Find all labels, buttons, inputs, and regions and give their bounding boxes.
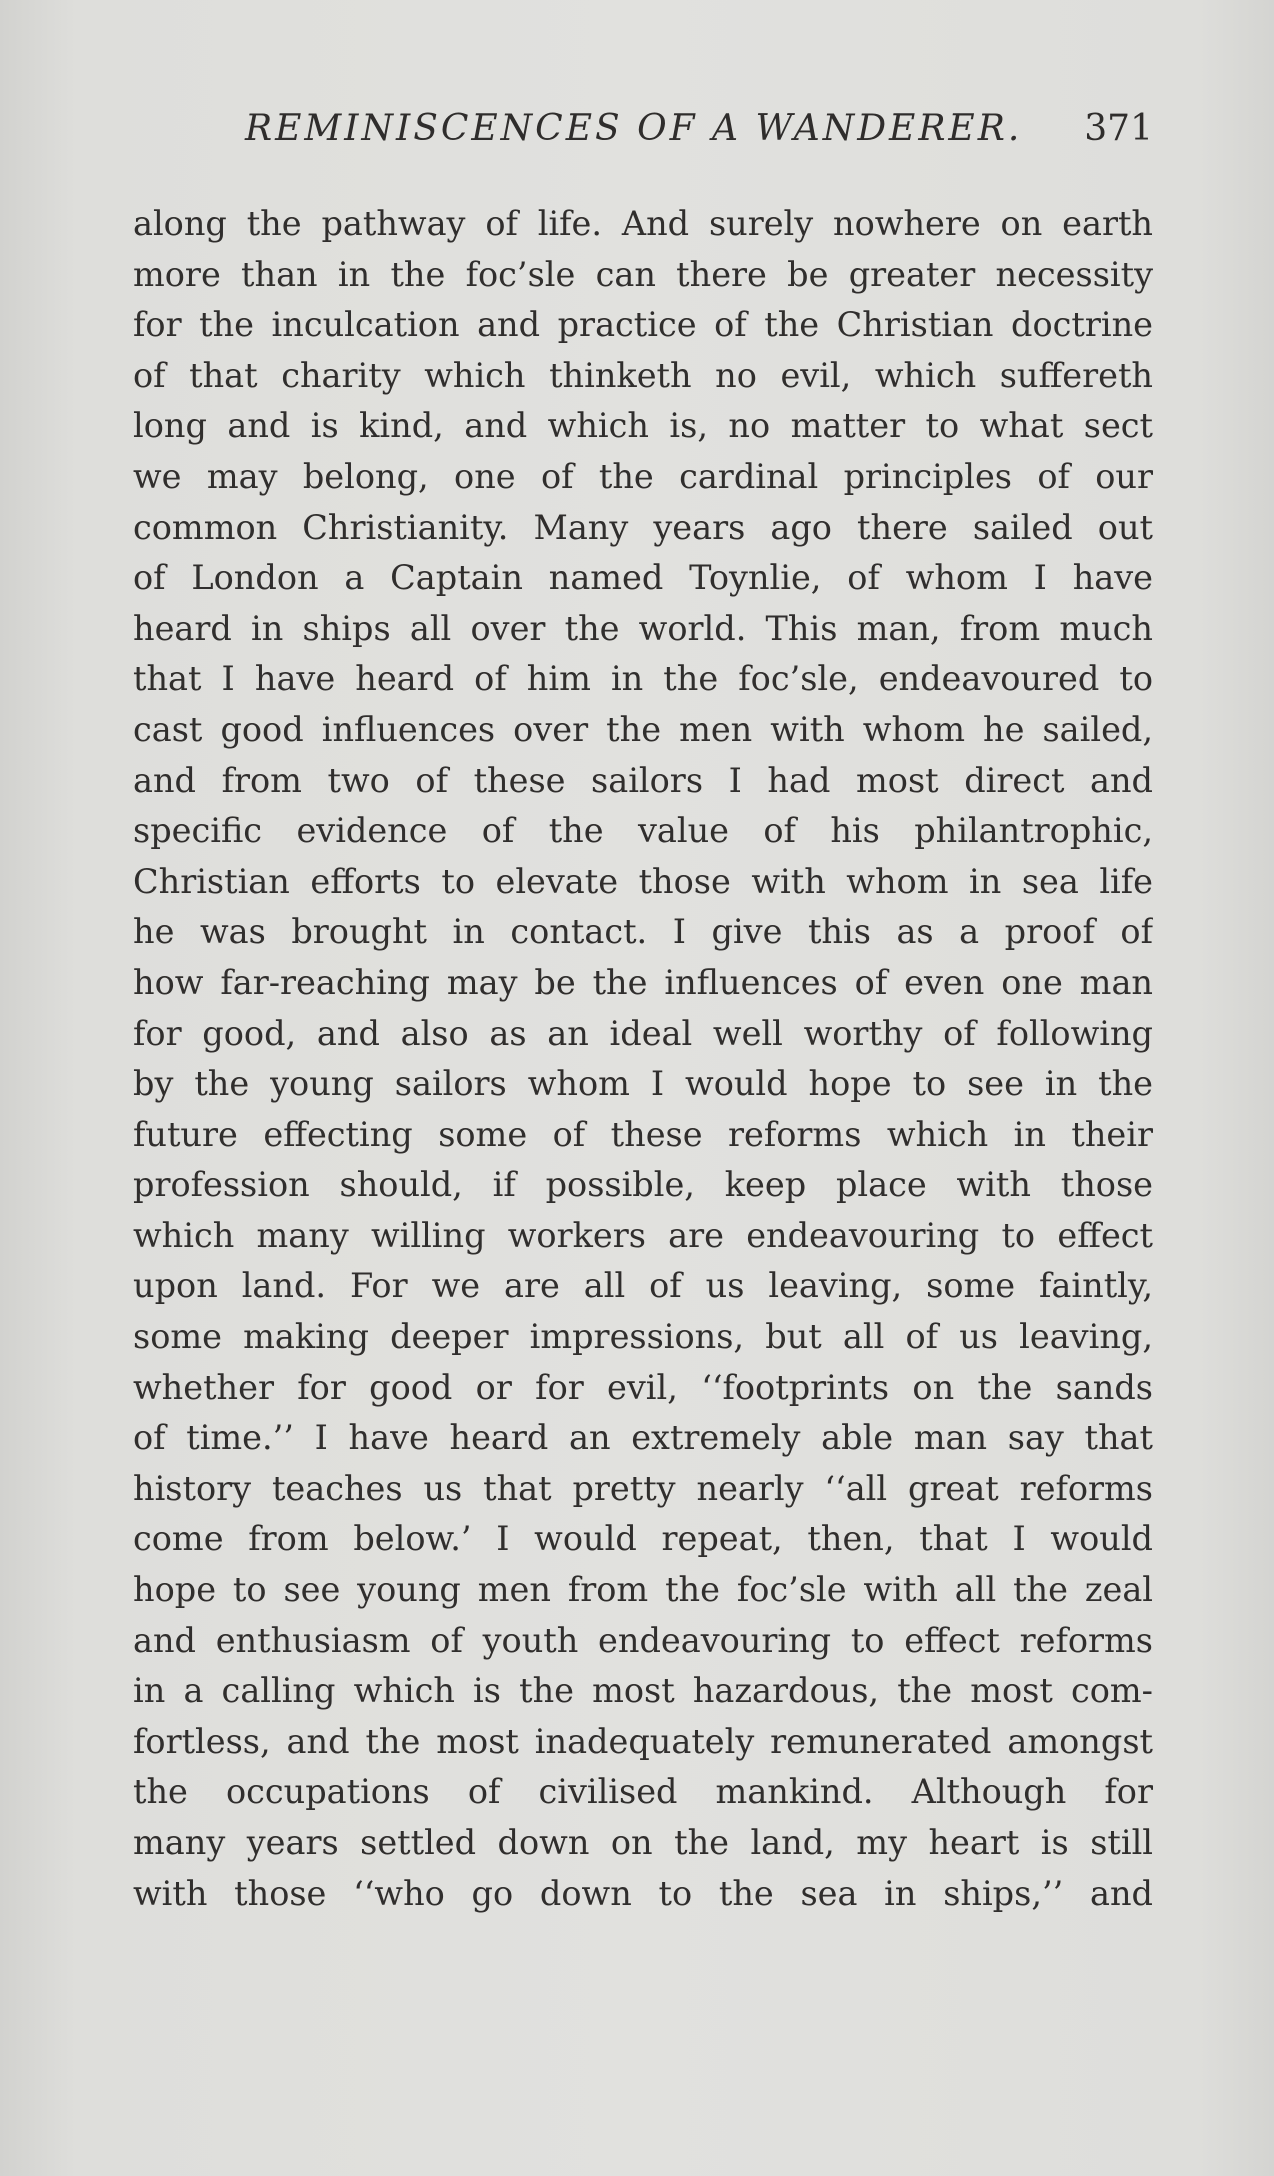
text-line: for good, and also as an ideal well worthy of following bbox=[133, 1013, 1153, 1053]
text-line: upon land. For we are all of us leaving, some faintly, bbox=[133, 1266, 1153, 1306]
body-text bbox=[133, 199, 1153, 1919]
text-line: of London a Captain named Toynlie, of whom I have bbox=[133, 558, 1153, 598]
text-line: by the young sailors whom I would hope to see in the bbox=[133, 1064, 1153, 1104]
text-line: cast good influences over the men with whom he sailed, bbox=[133, 709, 1153, 749]
text-line: common Christianity. Many years ago there sailed out bbox=[133, 507, 1153, 547]
text-line: that I have heard of him in the foc’sle, endeavoured to bbox=[133, 659, 1153, 699]
text-line: some making deeper impressions, but all of us leaving, bbox=[133, 1317, 1153, 1357]
text-line: we may belong, one of the cardinal principles of our bbox=[133, 456, 1153, 496]
text-line: profession should, if possible, keep place with those bbox=[133, 1165, 1153, 1205]
text-line: along the pathway of life. And surely nowhere on earth bbox=[133, 204, 1153, 243]
text-line: future effecting some of these reforms which in their bbox=[133, 1114, 1153, 1154]
text-line: more than in the foc’sle can there be greater necessity bbox=[133, 254, 1153, 294]
text-line: for the inculcation and practice of the Christian doctrine bbox=[133, 305, 1153, 345]
running-head bbox=[135, 108, 1153, 158]
page-number: 371 bbox=[1084, 108, 1153, 149]
text-line: of time.’’ I have heard an extremely able man say that bbox=[133, 1418, 1153, 1458]
text-line: the occupations of civilised mankind. Although for bbox=[133, 1772, 1153, 1812]
text-line: come from below.’ I would repeat, then, that I would bbox=[133, 1519, 1153, 1559]
text-line: which many willing workers are endeavouring to effect bbox=[133, 1215, 1153, 1255]
text-line: in a calling which is the most hazardous, the most com- bbox=[133, 1671, 1153, 1711]
text-line: of that charity which thinketh no evil, which suffereth bbox=[133, 355, 1153, 395]
text-line: history teaches us that pretty nearly ‘‘all great reforms bbox=[133, 1468, 1153, 1508]
text-line: and from two of these sailors I had most direct and bbox=[133, 760, 1153, 800]
text-line: hope to see young men from the foc’sle with all the zeal bbox=[133, 1570, 1153, 1610]
text-line: specific evidence of the value of his philantrophic, bbox=[133, 811, 1153, 851]
text-line: many years settled down on the land, my heart is still bbox=[133, 1823, 1153, 1862]
text-line: heard in ships all over the world. This man, from much bbox=[133, 608, 1153, 648]
text-line: and enthusiasm of youth endeavouring to effect reforms bbox=[133, 1620, 1153, 1660]
text-line: with those ‘‘who go down to the sea in ships,’’ and bbox=[133, 1873, 1153, 1913]
text-line: Christian efforts to elevate those with whom in sea life bbox=[133, 861, 1153, 901]
running-title: REMINISCENCES OF A WANDERER. bbox=[245, 108, 1023, 149]
text-line: long and is kind, and which is, no matter to what sect bbox=[133, 406, 1153, 446]
text-line: whether for good or for evil, ‘‘footprints on the sands bbox=[133, 1367, 1153, 1407]
text-line: fortless, and the most inadequately remunerated amongst bbox=[133, 1721, 1153, 1761]
text-line: how far-reaching may be the influences of even one man bbox=[133, 962, 1153, 1002]
text-line: he was brought in contact. I give this as a proof of bbox=[133, 912, 1153, 952]
